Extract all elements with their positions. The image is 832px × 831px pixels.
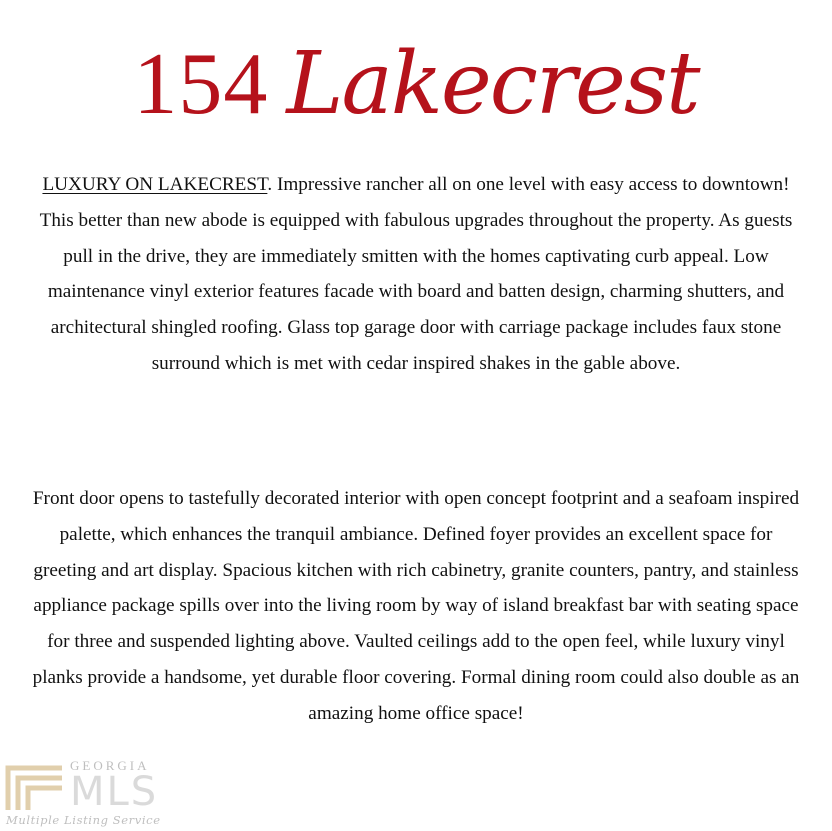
listing-title [0, 34, 832, 135]
watermark-brand: MLS [70, 769, 159, 815]
title-street-number: 154 [133, 36, 269, 133]
description-paragraph-2: Front door opens to tastefully decorated interior with open concept footprint and a seafoam inspired palette, which enhances the tranquil ambiance. Defined foyer provides an excellent space for greeting and art display. Spacious kitchen with rich cabinetry, granite counters, pantry, and stainless appliance package spills over into the living room by way of island breakfast bar with seating space for three and suspended lighting above. Vaulted ceilings add to the open feel, while luxury vinyl planks provide a handsome, yet durable floor covering. Formal dining room could also double as an amazing home office space! [32, 488, 800, 724]
watermark-tagline: Multiple Listing Service [6, 813, 161, 827]
description-paragraph-1 [30, 167, 802, 382]
description-paragraph-1-body: . Impressive rancher all on one level with easy access to downtown! This better than new abode is equipped with fabulous upgrades throughout the property. As guests pull in the drive, they are immediately smitten with the homes captivating curb appeal. Low maintenance vinyl exterior features facade with board and batten design, charming shutters, and architectural shingled roofing. Glass top garage door with carriage package includes faux stone surround which is met with cedar inspired shakes in the gable above. [39, 174, 793, 374]
georgia-mls-watermark [4, 758, 164, 830]
georgia-mls-logo-icon [4, 760, 66, 812]
watermark-state: GEORGIA [70, 758, 150, 773]
title-street-name: Lakecrest [286, 34, 699, 134]
description-headline: LUXURY ON LAKECREST [42, 174, 268, 195]
